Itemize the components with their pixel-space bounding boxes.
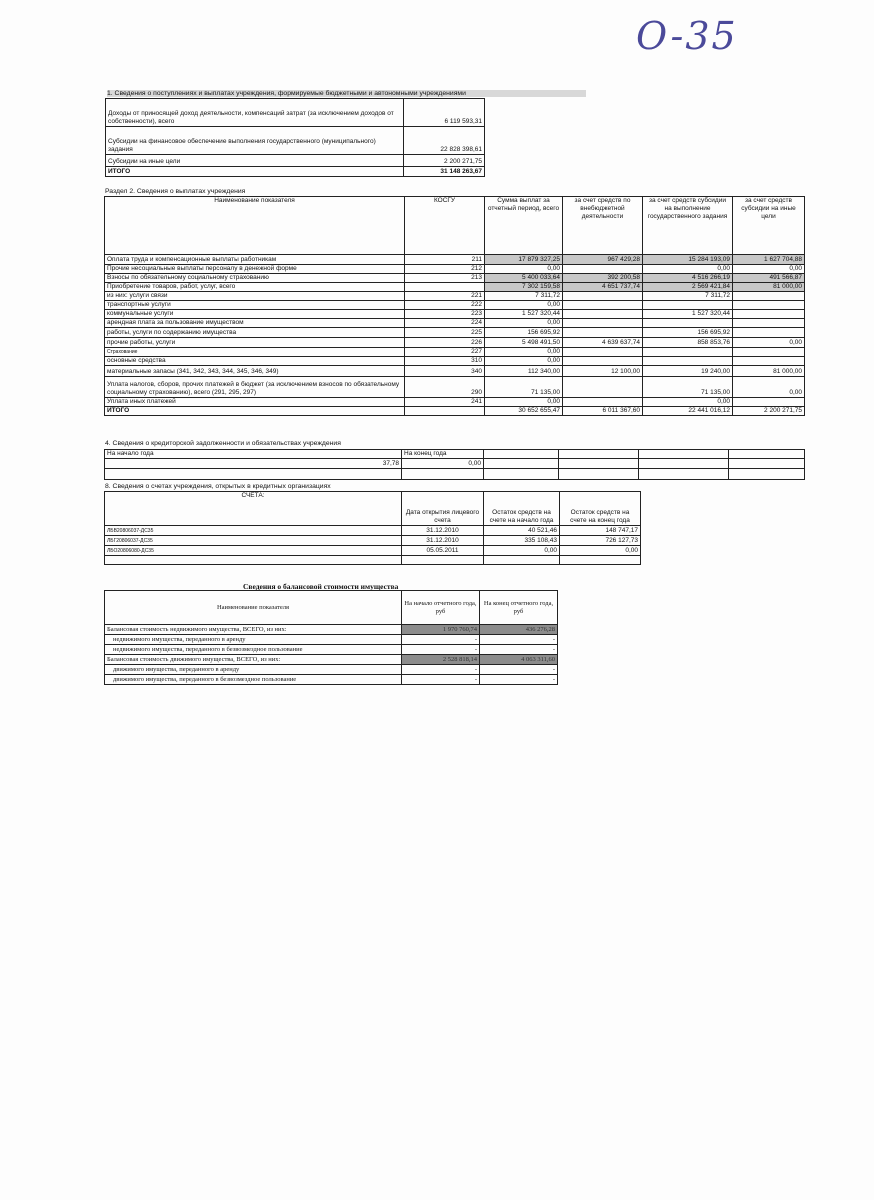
row-total: 0,00 xyxy=(485,357,563,366)
asset-end: - xyxy=(480,665,558,675)
row-task: 1 527 320,44 xyxy=(643,310,733,319)
row-task: 4 516 266,19 xyxy=(643,274,733,283)
row-total: 0,00 xyxy=(485,319,563,328)
table-row xyxy=(105,265,805,274)
row-extra xyxy=(563,301,643,310)
row-name: работы, услуги по содержанию имущества xyxy=(105,328,405,338)
col-header-start: Остаток средств на счете на начало года xyxy=(484,492,560,526)
row-other xyxy=(733,357,805,366)
table-row xyxy=(105,635,558,645)
row-total: 17 879 327,25 xyxy=(485,255,563,265)
asset-end: - xyxy=(480,675,558,685)
row-name: из них: услуги связи xyxy=(105,292,405,301)
assets-title: Сведения о балансовой стоимости имущества xyxy=(243,582,399,591)
account-date: 05.05.2011 xyxy=(402,546,484,556)
creditor-end-label: На конец года xyxy=(402,450,484,459)
row-extra: 12 100,00 xyxy=(563,366,643,377)
col-header-kosgu: КОСГУ xyxy=(405,197,485,255)
row-total: 0,00 xyxy=(485,265,563,274)
account-end: 0,00 xyxy=(560,546,641,556)
section1-title: 1. Сведения о поступлениях и выплатах учреждения, формируемые бюджетными и автономными учреждениями xyxy=(107,90,586,97)
table-row xyxy=(105,536,641,546)
row-name: прочие работы, услуги xyxy=(105,338,405,348)
row-extra: 4 639 637,74 xyxy=(563,338,643,348)
account-date: 31.12.2010 xyxy=(402,526,484,536)
row-extra xyxy=(563,398,643,407)
row-other: 81 000,00 xyxy=(733,283,805,292)
row-extra: 6 011 367,60 xyxy=(563,407,643,416)
table-row xyxy=(105,348,805,357)
row-other xyxy=(733,348,805,357)
asset-start: 2 528 818,14 xyxy=(402,655,480,665)
subsidy-other-label: Субсидии на иные цели xyxy=(106,155,404,167)
asset-name: недвижимого имущества, переданного в безвозмездное пользование xyxy=(105,645,402,655)
row-total: 5 400 033,64 xyxy=(485,274,563,283)
asset-name: Балансовая стоимость недвижимого имущества, ВСЕГО, из них: xyxy=(105,625,402,635)
income-table xyxy=(105,98,485,177)
row-name: Прочие несоциальные выплаты персоналу в денежной форме xyxy=(105,265,405,274)
row-name: транспортные услуги xyxy=(105,301,405,310)
row-extra xyxy=(563,348,643,357)
asset-end: 436 276,28 xyxy=(480,625,558,635)
table-row xyxy=(105,398,805,407)
col-header-end: Остаток средств на счете на конец года xyxy=(560,492,641,526)
creditor-start-value: 37,78 xyxy=(105,459,402,469)
table-row xyxy=(106,127,485,155)
row-extra xyxy=(563,292,643,301)
table-row xyxy=(105,450,805,459)
row-name: арендная плата за пользование имуществом xyxy=(105,319,405,328)
row-extra xyxy=(563,319,643,328)
row-name: Уплата налогов, сборов, прочих платежей в бюджет (за исключением взносов по обязательному социальному страхованию), всего (291, 295, 297) xyxy=(105,377,405,398)
row-total: 112 340,00 xyxy=(485,366,563,377)
asset-end: - xyxy=(480,645,558,655)
row-other: 491 566,87 xyxy=(733,274,805,283)
row-total: 30 652 655,47 xyxy=(485,407,563,416)
row-kosgu: 221 xyxy=(405,292,485,301)
row-task xyxy=(643,319,733,328)
col-header-extra: за счет средств по внебюджетной деятельности xyxy=(563,197,643,255)
table-row xyxy=(105,292,805,301)
col-header-asset-start: На начало отчетного года, руб xyxy=(402,591,480,625)
row-other: 81 000,00 xyxy=(733,366,805,377)
row-name: ИТОГО xyxy=(105,407,405,416)
table-row xyxy=(105,675,558,685)
table-row xyxy=(105,310,805,319)
income-total-label: ИТОГО xyxy=(106,167,404,177)
row-other: 2 200 271,75 xyxy=(733,407,805,416)
row-total: 0,00 xyxy=(485,348,563,357)
row-extra xyxy=(563,377,643,398)
row-total: 0,00 xyxy=(485,398,563,407)
asset-start: - xyxy=(402,635,480,645)
table-row xyxy=(105,459,805,469)
row-kosgu xyxy=(405,407,485,416)
account-end: 726 127,73 xyxy=(560,536,641,546)
row-kosgu: 241 xyxy=(405,398,485,407)
row-kosgu: 212 xyxy=(405,265,485,274)
table-row xyxy=(105,546,641,556)
row-name: Уплата иных платежей xyxy=(105,398,405,407)
row-extra: 967 429,28 xyxy=(563,255,643,265)
table-row xyxy=(106,99,485,127)
table-row xyxy=(105,655,558,665)
section8-title: 8. Сведения о счетах учреждения, открытых в кредитных организациях xyxy=(105,483,331,490)
row-extra xyxy=(563,357,643,366)
row-name: Взносы по обязательному социальному страхованию xyxy=(105,274,405,283)
row-kosgu: 213 xyxy=(405,274,485,283)
row-kosgu: 310 xyxy=(405,357,485,366)
row-extra: 392 200,58 xyxy=(563,274,643,283)
asset-start: 1 970 760,74 xyxy=(402,625,480,635)
account-date: 31.12.2010 xyxy=(402,536,484,546)
table-row xyxy=(105,328,805,338)
table-row xyxy=(106,167,485,177)
row-task: 858 853,76 xyxy=(643,338,733,348)
row-name: Страхование xyxy=(105,348,405,357)
asset-end: - xyxy=(480,635,558,645)
row-task: 15 284 193,09 xyxy=(643,255,733,265)
row-total: 1 527 320,44 xyxy=(485,310,563,319)
row-task: 0,00 xyxy=(643,398,733,407)
creditor-end-value: 0,00 xyxy=(402,459,484,469)
col-header-total: Сумма выплат за отчетный период, всего xyxy=(485,197,563,255)
row-kosgu xyxy=(405,283,485,292)
row-total: 7 302 159,58 xyxy=(485,283,563,292)
account-number: ЛБО20806080-ДС35 xyxy=(105,546,402,556)
row-name: Оплата труда и компенсационные выплаты работникам xyxy=(105,255,405,265)
col-header-asset-end: На конец отчетного года, руб xyxy=(480,591,558,625)
assets-table xyxy=(104,590,558,685)
row-kosgu: 211 xyxy=(405,255,485,265)
table-row xyxy=(105,274,805,283)
table-header-row xyxy=(105,197,805,255)
row-extra xyxy=(563,310,643,319)
payments-table xyxy=(104,196,805,416)
table-row xyxy=(105,357,805,366)
income-value: 6 119 593,31 xyxy=(404,99,485,127)
col-header-date: Дата открытия лицевого счета xyxy=(402,492,484,526)
table-header-row xyxy=(105,492,641,526)
handwritten-mark: O-35 xyxy=(636,14,738,58)
section4-title: 4. Сведения о кредиторской задолженности и обязательствах учреждения xyxy=(105,440,341,447)
table-row xyxy=(105,319,805,328)
table-row xyxy=(105,625,558,635)
row-task xyxy=(643,357,733,366)
income-total-value: 31 148 263,67 xyxy=(404,167,485,177)
row-task: 7 311,72 xyxy=(643,292,733,301)
row-other: 0,00 xyxy=(733,377,805,398)
row-kosgu: 225 xyxy=(405,328,485,338)
row-kosgu: 340 xyxy=(405,366,485,377)
asset-start: - xyxy=(402,645,480,655)
account-end: 148 747,17 xyxy=(560,526,641,536)
row-total: 156 695,92 xyxy=(485,328,563,338)
row-total: 5 498 491,50 xyxy=(485,338,563,348)
row-other: 1 627 704,88 xyxy=(733,255,805,265)
row-other xyxy=(733,398,805,407)
table-row xyxy=(105,255,805,265)
creditor-table xyxy=(104,449,805,480)
subsidy-other-value: 2 200 271,75 xyxy=(404,155,485,167)
row-extra xyxy=(563,328,643,338)
table-row xyxy=(105,301,805,310)
col-header-asset-name: Наименование показателя xyxy=(105,591,402,625)
row-extra xyxy=(563,265,643,274)
table-row xyxy=(105,665,558,675)
row-extra: 4 651 737,74 xyxy=(563,283,643,292)
section2-title: Раздел 2. Сведения о выплатах учреждения xyxy=(105,188,246,195)
row-kosgu: 290 xyxy=(405,377,485,398)
col-header-account: СЧЕТА: xyxy=(105,492,402,526)
row-task: 156 695,92 xyxy=(643,328,733,338)
col-header-name: Наименование показателя xyxy=(105,197,405,255)
asset-start: - xyxy=(402,675,480,685)
creditor-start-label: На начало года xyxy=(105,450,402,459)
account-number: ЛБГ20806037-ДС35 xyxy=(105,536,402,546)
table-row xyxy=(105,338,805,348)
row-other: 0,00 xyxy=(733,265,805,274)
row-total: 0,00 xyxy=(485,301,563,310)
asset-start: - xyxy=(402,665,480,675)
accounts-table xyxy=(104,491,641,565)
row-task: 2 569 421,84 xyxy=(643,283,733,292)
account-start: 335 108,43 xyxy=(484,536,560,546)
row-name: коммунальные услуги xyxy=(105,310,405,319)
row-kosgu: 222 xyxy=(405,301,485,310)
account-start: 40 521,46 xyxy=(484,526,560,536)
asset-name: недвижимого имущества, переданного в аренду xyxy=(105,635,402,645)
asset-name: движимого имущества, переданного в аренду xyxy=(105,665,402,675)
row-task: 0,00 xyxy=(643,265,733,274)
row-other xyxy=(733,301,805,310)
row-total: 7 311,72 xyxy=(485,292,563,301)
row-other xyxy=(733,310,805,319)
table-row xyxy=(105,407,805,416)
row-task xyxy=(643,348,733,357)
subsidy-task-value: 22 828 398,61 xyxy=(404,127,485,155)
row-kosgu: 223 xyxy=(405,310,485,319)
row-name: материальные запасы (341, 342, 343, 344, 345, 346, 349) xyxy=(105,366,405,377)
row-other xyxy=(733,292,805,301)
row-other xyxy=(733,319,805,328)
row-task: 22 441 016,12 xyxy=(643,407,733,416)
row-name: Приобретение товаров, работ, услуг, всего xyxy=(105,283,405,292)
row-task: 19 240,00 xyxy=(643,366,733,377)
col-header-task: за счет средств субсидии на выполнение государственного задания xyxy=(643,197,733,255)
row-kosgu: 227 xyxy=(405,348,485,357)
row-other: 0,00 xyxy=(733,338,805,348)
table-row xyxy=(105,366,805,377)
col-header-other: за счет средств субсидии на иные цели xyxy=(733,197,805,255)
table-row xyxy=(105,526,641,536)
asset-name: Балансовая стоимость движимого имущества, ВСЕГО, из них: xyxy=(105,655,402,665)
row-kosgu: 224 xyxy=(405,319,485,328)
table-row xyxy=(105,283,805,292)
table-row xyxy=(105,377,805,398)
row-kosgu: 226 xyxy=(405,338,485,348)
subsidy-task-label: Субсидии на финансовое обеспечение выполнения государственного (муниципального) задания xyxy=(106,127,404,155)
table-row xyxy=(106,155,485,167)
income-label: Доходы от приносящей доход деятельности, компенсаций затрат (за исключением доходов от собственности), всего xyxy=(106,99,404,127)
row-task: 71 135,00 xyxy=(643,377,733,398)
row-total: 71 135,00 xyxy=(485,377,563,398)
table-header-row xyxy=(105,591,558,625)
row-task xyxy=(643,301,733,310)
row-other xyxy=(733,328,805,338)
asset-name: движимого имущества, переданного в безвозмездное пользование xyxy=(105,675,402,685)
account-number: ЛБВ20806037-ДС35 xyxy=(105,526,402,536)
table-row xyxy=(105,645,558,655)
asset-end: 4 063 311,60 xyxy=(480,655,558,665)
account-start: 0,00 xyxy=(484,546,560,556)
row-name: основные средства xyxy=(105,357,405,366)
